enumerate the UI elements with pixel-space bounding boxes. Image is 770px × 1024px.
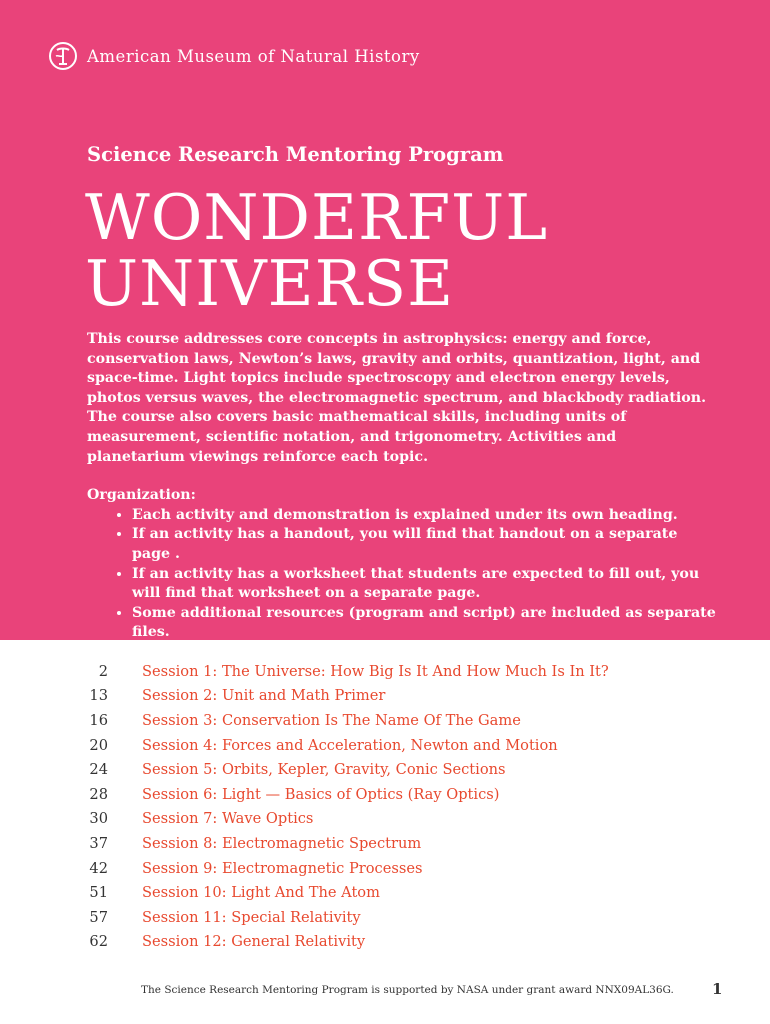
title-line-2: UNIVERSE (85, 247, 455, 320)
organization-item: • If an activity has a worksheet that students are expected to fill out, you will find that worksheet on a separate page. (132, 565, 717, 604)
toc-entry[interactable] (0, 659, 770, 684)
toc-session-link[interactable]: Session 1: The Universe: How Big Is It And How Much Is In It? (142, 662, 609, 680)
toc-session-link[interactable]: Session 10: Light And The Atom (142, 884, 380, 902)
course-description (87, 330, 717, 643)
table-of-contents (0, 659, 770, 954)
toc-session-link[interactable]: Session 4: Forces and Acceleration, Newton and Motion (142, 736, 558, 754)
toc-entry[interactable] (0, 757, 770, 782)
organization-item: • If an activity has a handout, you will find that handout on a separate page . (132, 525, 717, 564)
toc-page-number: 57 (89, 908, 108, 926)
toc-page-number: 42 (89, 859, 108, 877)
toc-session-link[interactable]: Session 6: Light — Basics of Optics (Ray Optics) (142, 785, 500, 803)
toc-entry[interactable] (0, 831, 770, 856)
toc-entry[interactable] (0, 880, 770, 905)
toc-page-number: 62 (89, 933, 108, 951)
funding-note: The Science Research Mentoring Program is supported by NASA under grant award NNX09AL36G. (141, 984, 674, 996)
toc-page-number: 28 (89, 785, 108, 803)
toc-session-link[interactable]: Session 12: General Relativity (142, 933, 366, 951)
toc-entry[interactable] (0, 905, 770, 930)
toc-session-link[interactable]: Session 2: Unit and Math Primer (142, 687, 386, 705)
toc-page-number: 20 (89, 736, 108, 754)
toc-page-number: 13 (89, 687, 108, 705)
museum-emblem-icon (48, 41, 78, 71)
toc-page-number: 24 (89, 761, 108, 779)
organization-item: • Some additional resources (program and script) are included as separate files. (132, 604, 717, 643)
toc-session-link[interactable]: Session 3: Conservation Is The Name Of The Game (142, 711, 521, 729)
toc-entry[interactable] (0, 733, 770, 758)
page-title (85, 181, 549, 320)
toc-page-number: 51 (89, 884, 108, 902)
organization-item: • Each activity and demonstration is explained under its own heading. (132, 506, 717, 526)
title-line-1: WONDERFUL (85, 181, 549, 254)
page-number: 1 (712, 980, 723, 998)
toc-page-number: 2 (98, 662, 108, 680)
organization-heading: Organization: (87, 487, 196, 504)
toc-entry[interactable] (0, 684, 770, 709)
program-name: Science Research Mentoring Program (87, 143, 504, 166)
toc-entry[interactable] (0, 708, 770, 733)
organization-list (87, 506, 717, 643)
toc-page-number: 16 (89, 711, 108, 729)
toc-page-number: 30 (89, 810, 108, 828)
museum-logo (48, 41, 420, 71)
toc-session-link[interactable]: Session 9: Electromagnetic Processes (142, 859, 423, 877)
toc-entry[interactable] (0, 782, 770, 807)
toc-entry[interactable] (0, 856, 770, 881)
toc-session-link[interactable]: Session 7: Wave Optics (142, 810, 314, 828)
toc-entry[interactable] (0, 930, 770, 955)
toc-session-link[interactable]: Session 5: Orbits, Kepler, Gravity, Conic Sections (142, 761, 506, 779)
toc-session-link[interactable]: Session 8: Electromagnetic Spectrum (142, 834, 422, 852)
toc-entry[interactable] (0, 807, 770, 832)
intro-paragraph: This course addresses core concepts in astrophysics: energy and force, conservation laws, Newton’s laws, gravity and orbits, quantization, light, and space-time. Light topics include spectroscopy and electron energy levels, photos versus waves, the electromagnetic spectrum, and blackbody radiation. The course also covers basic mathematical skills, including units of measurement, scientific notation, and trigonometry. Activities and planetarium viewings reinforce each topic. (87, 331, 707, 465)
org-name: American Museum of Natural History (87, 46, 420, 66)
toc-page-number: 37 (89, 834, 108, 852)
toc-session-link[interactable]: Session 11: Special Relativity (142, 908, 361, 926)
